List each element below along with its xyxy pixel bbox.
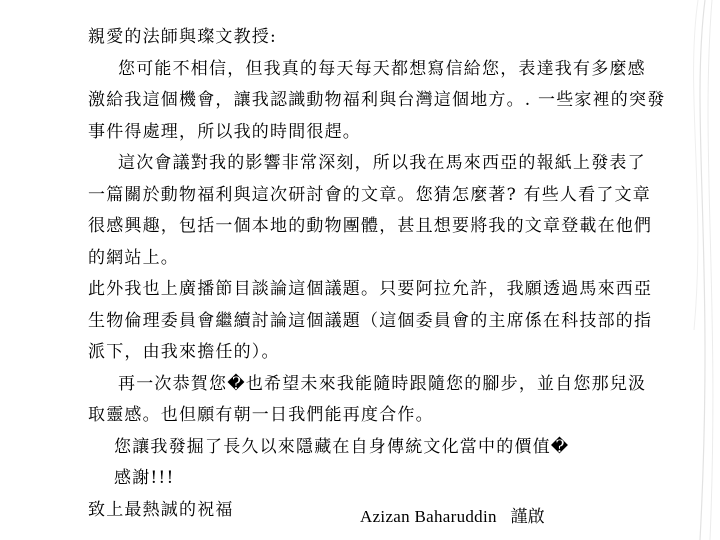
signature-name: Azizan Baharuddin xyxy=(360,507,497,526)
letter-thanks: 感謝!!! xyxy=(114,468,175,488)
letter-line: 很感興趣，包括一個本地的動物團體，甚且想要將我的文章登載在他們 xyxy=(88,216,653,236)
letter-line: 派下，由我來擔任的）。 xyxy=(88,342,280,362)
letter-line: 的網站上。 xyxy=(88,247,179,268)
letter-line: 您可能不相信，但我真的每天每天都想寫信給您，表達我有多麼感 xyxy=(118,58,646,79)
letter-line: 事件得處理，所以我的時間很趕。 xyxy=(88,121,361,142)
signature xyxy=(360,502,545,527)
letter-line: 生物倫理委員會繼續討論這個議題（這個委員會的主席係在科技部的指 xyxy=(88,310,653,331)
letter-line: 這次會議對我的影響非常深刻，所以我在馬來西亞的報紙上發表了 xyxy=(118,153,646,173)
letter-body xyxy=(88,22,698,526)
letter-line: 一篇關於動物福利與這次研討會的文章。您猜怎麼著? 有些人看了文章 xyxy=(88,184,651,205)
letter-greeting: 親愛的法師與璨文教授: xyxy=(88,27,277,47)
letter-line: 激給我這個機會，讓我認識動物福利與台灣這個地方。. 一些家裡的突發 xyxy=(88,90,666,110)
letter-line: 取靈感。也但願有朝一日我們能再度合作。 xyxy=(88,405,434,425)
signature-closing: 謹啟 xyxy=(510,507,546,526)
letter-line: 您讓我發掘了長久以來隱藏在自身傳統文化當中的價值� xyxy=(114,436,570,457)
letter-closing: 致上最熱誠的祝福 xyxy=(88,499,234,520)
letter-line: 此外我也上廣播節目談論這個議題。只要阿拉允許，我願透過馬來西亞 xyxy=(88,279,653,299)
letter-line: 再一次恭賀您�也希望未來我能隨時跟隨您的腳步，並自您那兒汲 xyxy=(118,373,647,394)
